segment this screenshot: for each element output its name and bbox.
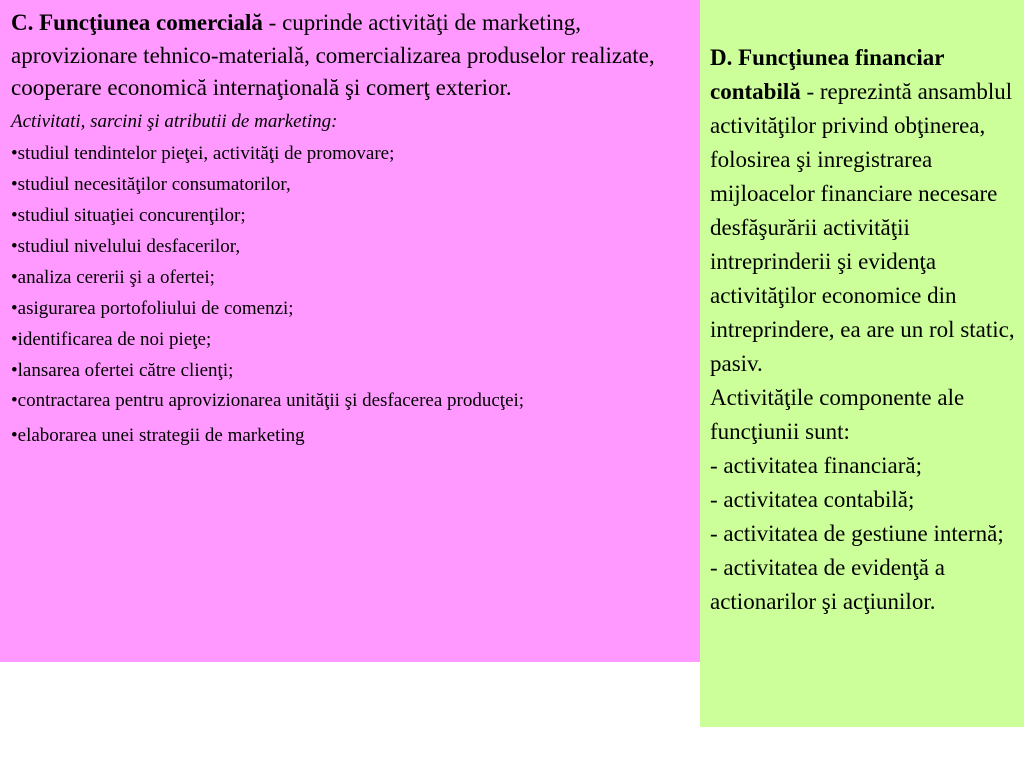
list-item: •studiul necesităţilor consumatorilor, (11, 173, 291, 195)
list-item: •analiza cererii şi a ofertei; (11, 266, 215, 288)
commercial-function-title: C. Funcţiunea comercială (11, 10, 263, 35)
financial-function-title: D. Funcţiunea financiar contabilă (710, 45, 945, 104)
list-item: •contractarea pentru aprovizionarea unităţii şi desfacerea producţei; (11, 389, 525, 411)
components-heading: Activităţile componente ale funcţiunii sunt: (710, 385, 965, 444)
financial-function-panel (700, 0, 1024, 727)
list-item: - activitatea financiară; (710, 453, 922, 478)
list-item: - activitatea de evidenţă a actionarilor şi acţiunilor. (710, 555, 945, 614)
list-item: •studiul nivelului desfacerilor, (11, 235, 241, 257)
list-item: - activitatea de gestiune internă; (710, 521, 1004, 546)
components-list (710, 449, 1016, 619)
list-item: - activitatea contabilă; (710, 487, 915, 512)
list-item: •elaborarea unei strategii de marketing (11, 424, 305, 446)
commercial-function-description: - cuprinde activităţi de marketing, aprovizionare tehnico-materialǎ, comercializarea produselor realizate, cooperare economică internaţională şi comerţ exterior. (11, 10, 655, 100)
financial-function-description: - reprezintă ansamblul activităţilor privind obţinerea, folosirea şi inregistrarea mijloacelor financiare necesare desfăşurării activităţii intreprinderii şi evidenţa activităţilor economice din intreprindere, ea are un rol static, pasiv. (710, 79, 1015, 376)
financial-function-intro (710, 41, 1016, 381)
list-item: •lansarea ofertei către clienţi; (11, 359, 234, 381)
marketing-subheading: Activitati, sarcini şi atributii de marketing: (11, 110, 338, 132)
list-item: •studiul situaţiei concurenţilor; (11, 204, 246, 226)
list-item: •studiul tendintelor pieţei, activităţi de promovare; (11, 142, 395, 164)
list-item: •asigurarea portofoliului de comenzi; (11, 297, 294, 319)
commercial-function-intro (11, 7, 690, 105)
marketing-task-list (11, 138, 690, 451)
list-item: •identificarea de noi pieţe; (11, 328, 212, 350)
